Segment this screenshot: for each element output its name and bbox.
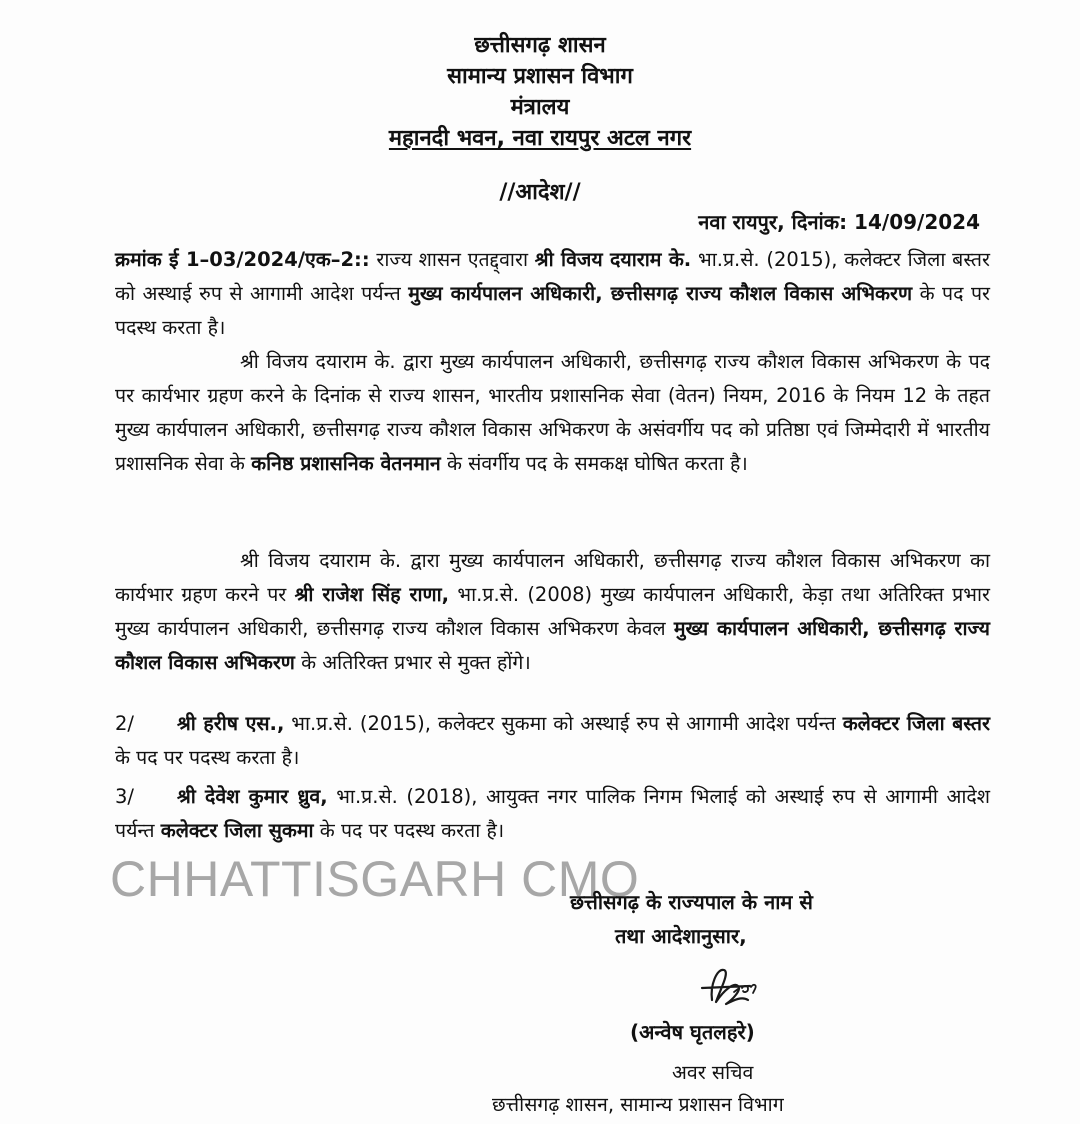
paragraph-2 (115, 345, 990, 481)
para3-text-1: श्री विजय दयाराम के. द्वारा मुख्य कार्यपालन अधिकारी, छत्तीसगढ़ राज्य कौशल विकास अभिकरण का कार्यभार ग्रहण करने पर (115, 549, 990, 606)
paragraph-4 (115, 707, 990, 775)
item-number-3: 3/ (115, 785, 134, 808)
document-header (0, 30, 1080, 154)
para4-text-1: भा.प्र.से. (2015), कलेक्टर सुकमा को अस्थाई रुप से आगामी आदेश पर्यन्त (284, 712, 843, 735)
signatory-department: छत्तीसगढ़ शासन, सामान्य प्रशासन विभाग (492, 1093, 784, 1116)
para2-text-1: श्री विजय दयाराम के. द्वारा मुख्य कार्यपालन अधिकारी, छत्तीसगढ़ राज्य कौशल विकास अभिकरण के पद पर कार्यभार ग्रहण करने के दिनांक से राज्य शासन, भारतीय प्रशासनिक सेवा (वेतन) नियम, 2016 के नियम 12 के तहत मुख्य कार्यपालन अधिकारी, छत्तीसगढ़ राज्य कौशल विकास अभिकरण के असंवर्गीय पद को प्रतिष्ठा एवं जिम्मेदारी में भारतीय प्रशासनिक सेवा के (115, 350, 990, 475)
para1-text-3: के पद पर पदस्थ करता है। (115, 282, 991, 339)
para2-text-2: के संवर्गीय पद के समकक्ष घोषित करता है। (440, 452, 748, 475)
post-ceo-skill-agency: मुख्य कार्यपालन अधिकारी, छत्तीसगढ़ राज्य कौशल विकास अभिकरण (408, 282, 913, 305)
header-ministry: मंत्रालय (510, 95, 570, 120)
para1-text-2: भा.प्र.से. (2015), कलेक्टर जिला बस्तर को अस्थाई रुप से आगामी आदेश पर्यन्त (115, 248, 990, 305)
header-government: छत्तीसगढ़ शासन (474, 33, 606, 58)
officer-name-vijay: श्री विजय दयाराम के. (534, 248, 692, 271)
item-number-2: 2/ (115, 712, 134, 735)
para3-text-2: भा.प्र.से. (2008) मुख्य कार्यपालन अधिकारी, केड़ा तथा अतिरिक्त प्रभार मुख्य कार्यपालन अधिकारी, छत्तीसगढ़ राज्य कौशल विकास अभिकरण केवल (115, 583, 990, 640)
para3-text-3: के अतिरिक्त प्रभार से मुक्त होंगे। (294, 651, 531, 674)
header-address: महानदी भवन, नवा रायपुर अटल नगर (388, 126, 692, 151)
para4-text-2: के पद पर पदस्थ करता है। (115, 746, 300, 769)
watermark: CHHATTISGARH CMO (110, 851, 640, 907)
para5-text-1: भा.प्र.से. (2018), आयुक्त नगर पालिक निगम भिलाई को अस्थाई रुप से आगामी आदेश पर्यन्त (115, 785, 990, 842)
paragraph-3 (115, 544, 990, 680)
signatory-designation: अवर सचिव (672, 1061, 754, 1084)
para1-text-1: राज्य शासन एतद्द्वारा (369, 248, 535, 271)
paragraph-5 (115, 780, 990, 848)
signatory-name: (अन्वेष घृतलहरे) (630, 1020, 755, 1044)
officer-name-harish: श्री हरीष एस., (177, 712, 285, 735)
para5-text-2: के पद पर पदस्थ करता है। (313, 819, 505, 842)
order-title: //आदेश// (499, 180, 581, 205)
order-number: क्रमांक ई 1–03/2024/एक–2:: (115, 248, 370, 271)
post-collector-bastar: कलेक्टर जिला बस्तर (842, 712, 990, 735)
post-collector-sukma: कलेक्टर जिला सुकमा (160, 819, 314, 842)
officer-name-rajesh: श्री राजेश सिंह राणा, (294, 583, 450, 606)
post-relieved: मुख्य कार्यपालन अधिकारी, छत्तीसगढ़ राज्य कौशल विकास अभिकरण (115, 617, 990, 674)
header-department: सामान्य प्रशासन विभाग (447, 64, 633, 89)
date-line: नवा रायपुर, दिनांक: 14/09/2024 (698, 210, 980, 234)
officer-name-devesh: श्री देवेश कुमार ध्रुव, (177, 785, 328, 808)
closing-line-1: छत्तीसगढ़ के राज्यपाल के नाम से (570, 890, 813, 914)
closing-line-2: तथा आदेशानुसार, (615, 924, 747, 948)
paragraph-1 (115, 243, 990, 345)
pay-scale: कनिष्ठ प्रशासनिक वेतनमान (251, 452, 441, 475)
